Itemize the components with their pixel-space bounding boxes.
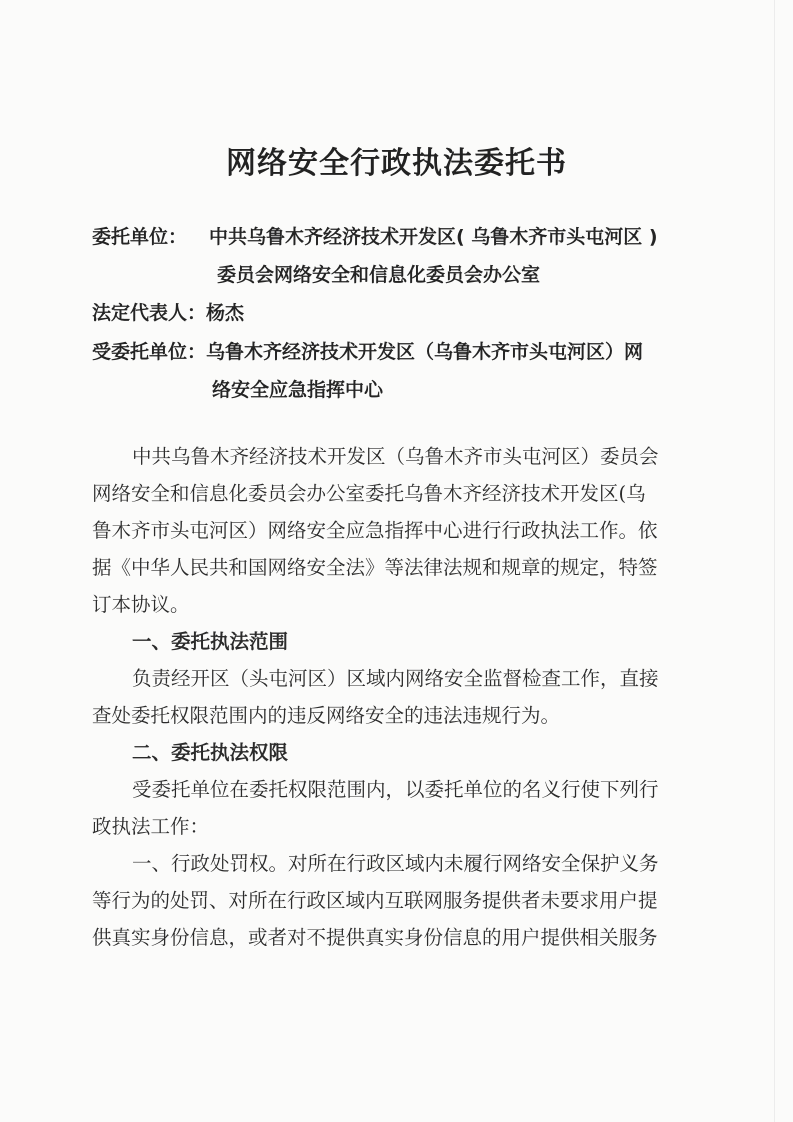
intro-line: 中共乌鲁木齐经济技术开发区（乌鲁木齐市头屯河区）委员会	[132, 445, 659, 468]
document-body	[92, 438, 692, 956]
legal-rep-row	[92, 298, 244, 325]
section2-line: 受委托单位在委托权限范围内，以委托单位的名义行使下列行	[132, 778, 659, 801]
section2-item-line: 一、行政处罚权。对所在行政区域内未履行网络安全保护义务	[132, 852, 659, 875]
section2-heading: 二、委托执法权限	[132, 741, 289, 764]
intro-line: 网络安全和信息化委员会办公室委托乌鲁木齐经济技术开发区(乌	[92, 482, 646, 505]
entrusted-unit-value-line1: 乌鲁木齐经济技术开发区（乌鲁木齐市头屯河区）网	[206, 341, 644, 363]
entrusting-unit-row	[92, 222, 187, 249]
section2-line: 政执法工作：	[92, 815, 210, 838]
intro-line: 据《中华人民共和国网络安全法》等法律法规和规章的规定，特签	[92, 556, 658, 579]
intro-line: 鲁木齐市头屯河区）网络安全应急指挥中心进行行政执法工作。依	[92, 519, 658, 542]
section1-line: 负责经开区（头屯河区）区域内网络安全监督检查工作，直接	[132, 667, 659, 690]
entrusting-unit-label: 委托单位：	[92, 226, 188, 248]
entrusted-unit-label: 受委托单位：	[92, 341, 207, 363]
intro-line: 订本协议。	[92, 593, 190, 616]
document-title: 网络安全行政执法委托书	[226, 146, 567, 181]
entrusting-unit-value-line2: 委员会网络安全和信息化委员会办公室	[217, 264, 541, 286]
section1-line: 查处委托权限范围内的违反网络安全的违法违规行为。	[92, 704, 561, 727]
legal-rep-value: 杨杰	[206, 302, 245, 324]
entrusted-unit-value-line2: 络安全应急指挥中心	[212, 379, 384, 401]
entrusted-unit-row	[92, 337, 643, 364]
section1-heading: 一、委托执法范围	[132, 630, 289, 653]
entrusting-unit-value-line1: 中共乌鲁木齐经济技术开发区( 乌鲁木齐市头屯河区 )	[209, 226, 658, 248]
section2-item-line: 供真实身份信息，或者对不提供真实身份信息的用户提供相关服务	[92, 926, 658, 949]
section2-item-line: 等行为的处罚、对所在行政区域内互联网服务提供者未要求用户提	[92, 889, 658, 912]
legal-rep-label: 法定代表人：	[92, 302, 207, 324]
